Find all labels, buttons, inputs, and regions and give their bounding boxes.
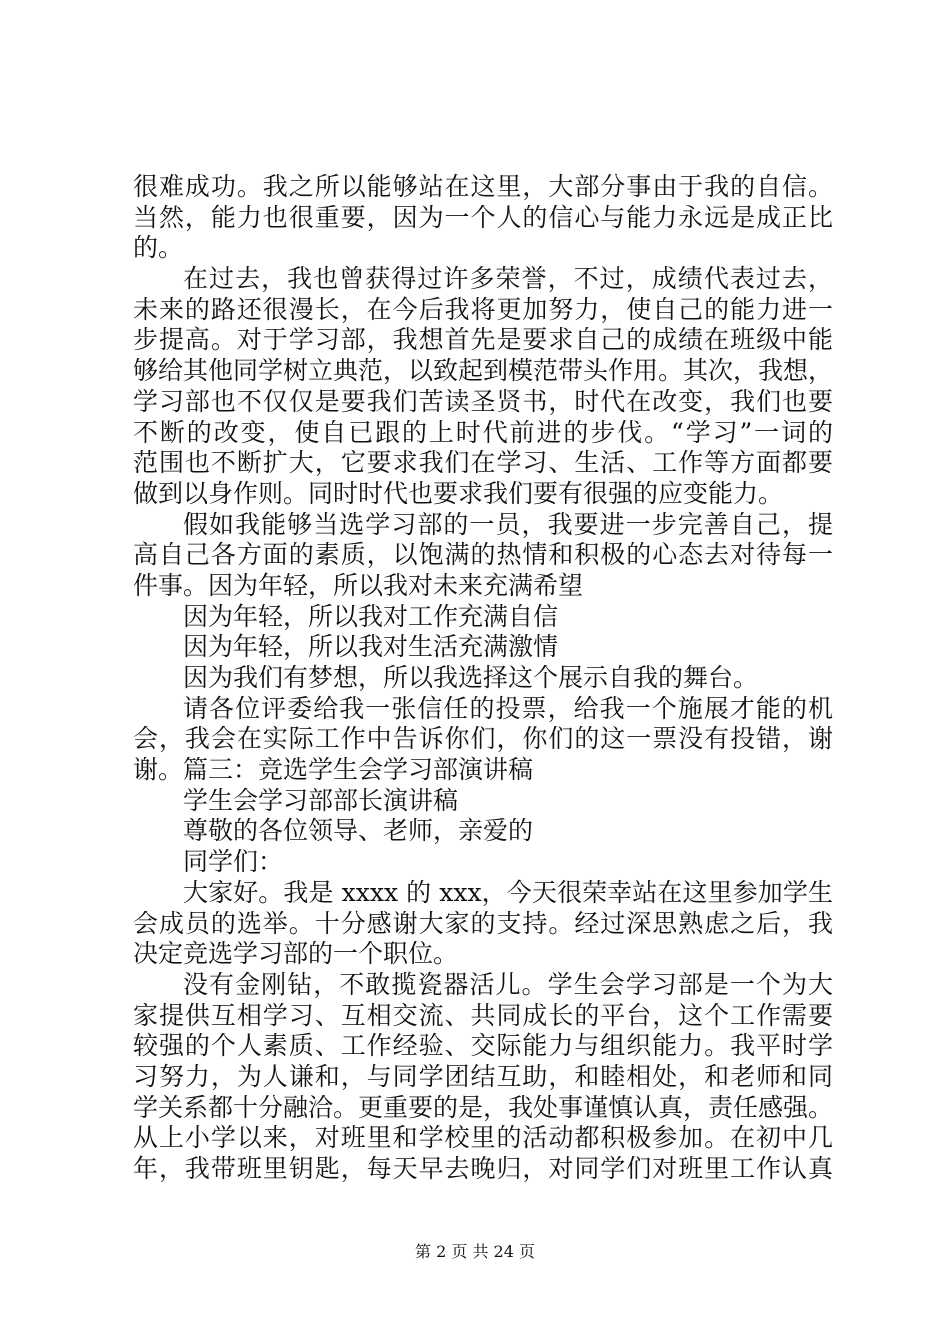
- text-line: 大家好。我是 xxxx 的 xxx，今天很荣幸站在这里参加学生: [183, 877, 833, 907]
- text-line: 因为年轻，所以我对生活充满激情: [183, 632, 559, 662]
- text-line: 较强的个人素质、工作经验、交际能力与组织能力。我平时学: [133, 1031, 833, 1061]
- text-line: 谢。篇三：竞选学生会学习部演讲稿: [133, 755, 534, 785]
- text-line: 步提高。对于学习部，我想首先是要求自己的成绩在班级中能: [133, 325, 833, 355]
- text-line: 学习部也不仅仅是要我们苦读圣贤书，时代在改变，我们也要: [133, 386, 833, 416]
- page-footer: 第 2 页 共 24 页: [415, 1242, 535, 1261]
- text-line: 决定竞选学习部的一个职位。: [133, 939, 459, 969]
- text-line: 在过去，我也曾获得过许多荣誉，不过，成绩代表过去，: [183, 264, 833, 294]
- text-line: 做到以身作则。同时时代也要求我们要有很强的应变能力。: [133, 478, 784, 508]
- text-line: 很难成功。我之所以能够站在这里，大部分事由于我的自信。: [133, 172, 833, 201]
- text-line: 假如我能够当选学习部的一员，我要进一步完善自己，提: [183, 509, 833, 539]
- text-line: 学关系都十分融洽。更重要的是，我处事谨慎认真，责任感强。: [133, 1092, 834, 1122]
- text-line: 够给其他同学树立典范，以致起到模范带头作用。其次，我想，: [133, 356, 834, 386]
- text-line: 同学们：: [183, 847, 284, 877]
- text-line: 当然，能力也很重要，因为一个人的信心与能力永远是成正比: [133, 202, 833, 232]
- text-line: 件事。因为年轻，所以我对未来充满希望: [133, 570, 584, 600]
- text-line: 年，我带班里钥匙，每天早去晚归，对同学们对班里工作认真: [133, 1154, 833, 1183]
- text-line: 尊敬的各位领导、老师，亲爱的: [183, 816, 534, 846]
- text-line: 从上小学以来，对班里和学校里的活动都积极参加。在初中几: [133, 1123, 833, 1153]
- text-line: 家提供互相学习、互相交流、共同成长的平台，这个工作需要: [133, 1000, 833, 1030]
- text-line: 的。: [133, 233, 184, 263]
- text-line: 高自己各方面的素质，以饱满的热情和积极的心态去对待每一: [133, 540, 833, 570]
- text-line: 请各位评委给我一张信任的投票，给我一个施展才能的机: [183, 693, 833, 723]
- text-line: 范围也不断扩大，它要求我们在学习、生活、工作等方面都要: [133, 448, 833, 478]
- text-line: 没有金刚钻，不敢揽瓷器活儿。学生会学习部是一个为大: [183, 969, 833, 999]
- text-line: 因为年轻，所以我对工作充满自信: [183, 601, 559, 631]
- text-line: 习努力，为人谦和，与同学团结互助，和睦相处，和老师和同: [133, 1061, 833, 1091]
- text-line: 因为我们有梦想，所以我选择这个展示自我的舞台。: [183, 663, 759, 692]
- text-line: 会，我会在实际工作中告诉你们，你们的这一票没有投错，谢: [133, 724, 833, 754]
- text-line: 不断的改变，使自已跟的上时代前进的步伐。“学习”一词的: [133, 417, 833, 447]
- text-line: 会成员的选举。十分感谢大家的支持。经过深思熟虑之后，我: [133, 908, 833, 938]
- text-line: 未来的路还很漫长，在今后我将更加努力，使自己的能力进一: [133, 294, 833, 324]
- document-body: [133, 172, 833, 1185]
- text-line: 学生会学习部部长演讲稿: [183, 785, 459, 815]
